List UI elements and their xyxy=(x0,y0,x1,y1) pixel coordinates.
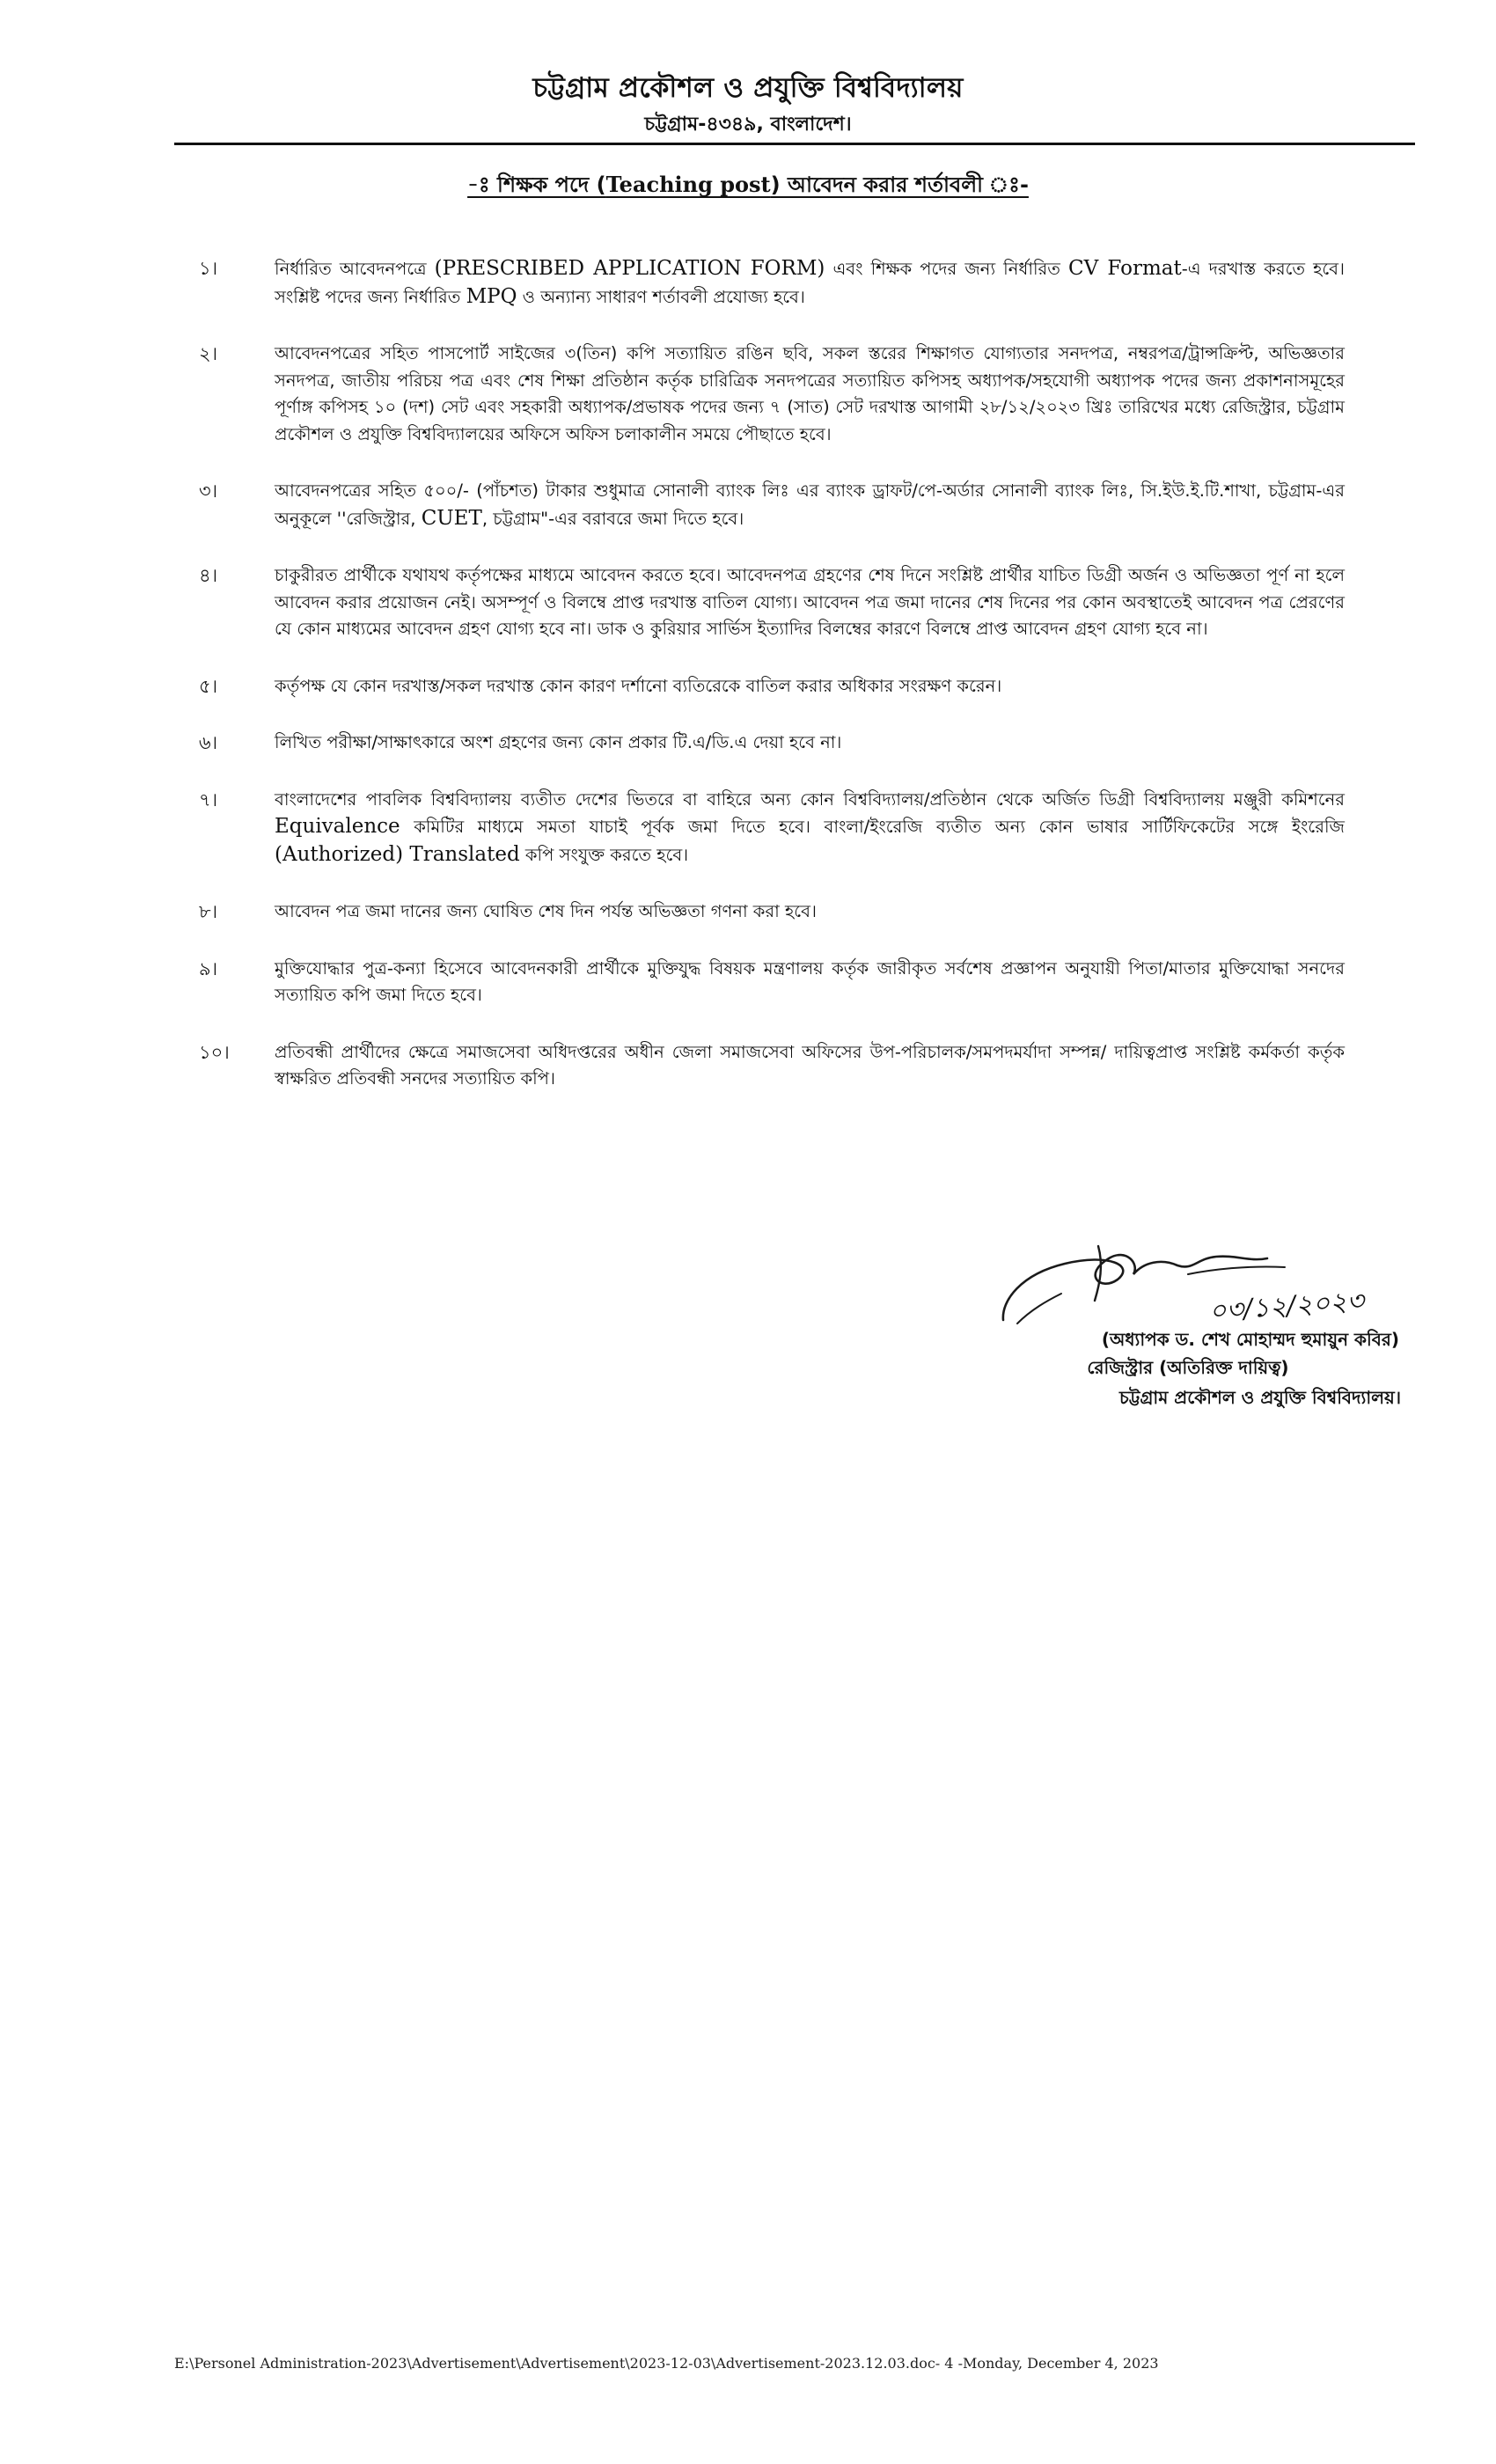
condition-item-8 xyxy=(0,898,1496,926)
condition-number: ৭। xyxy=(199,788,218,810)
condition-text: নির্ধারিত আবেদনপত্রে (PRESCRIBED APPLICATION FORM) এবং শিক্ষক পদের জন্য নির্ধারিত CV Format-এ দরখাস্ত করতে হবে। সংশ্লিষ্ট পদের জন্য নির্ধারিত MPQ ও অন্যান্য সাধারণ শর্তাবলী প্রযোজ্য হবে। xyxy=(275,257,1346,308)
heading-suffix: ) আবেদন করার শর্তাবলী ঃ- xyxy=(770,172,1029,197)
condition-text: মুক্তিযোদ্ধার পুত্র-কন্যা হিসেবে আবেদনকারী প্রার্থীকে মুক্তিযুদ্ধ বিষয়ক মন্ত্রণালয় কর্তৃক জারীকৃত সর্বশেষ প্রজ্ঞাপন অনুযায়ী পিতা/মাতার মুক্তিযোদ্ধা সনদের সত্যায়িত কপি জমা দিতে হবে। xyxy=(275,957,1345,1005)
condition-item-5 xyxy=(0,673,1496,700)
condition-text: আবেদনপত্রের সহিত পাসপোর্ট সাইজের ৩(তিন) কপি সত্যায়িত রঙিন ছবি, সকল স্তরের শিক্ষাগত যোগ্যতার সনদপত্র, নম্বরপত্র/ট্রান্সক্রিপ্ট, অভিজ্ঞতার সনদপত্র, জাতীয় পরিচয় পত্র এবং শেষ শিক্ষা প্রতিষ্ঠান কর্তৃক চারিত্রিক সনদপত্রের সত্যায়িত কপিসহ অধ্যাপক/সহযোগী অধ্যাপক পদের জন্য প্রকাশনাসমূহের পূর্ণাঙ্গ কপিসহ ১০ (দশ) সেট এবং সহকারী অধ্যাপক/প্রভাষক পদের জন্য ৭ (সাত) সেট দরখাস্ত আগামী ২৮/১২/২০২৩ খ্রিঃ তারিখের মধ্যে রেজিস্ট্রার, চট্টগ্রাম প্রকৌশল ও প্রযুক্তি বিশ্ববিদ্যালয়ের অফিসে অফিস চলাকালীন সময়ে পৌছাতে হবে। xyxy=(275,343,1345,444)
signatory-title: রেজিস্ট্রার (অতিরিক্ত দায়িত্ব) xyxy=(1087,1357,1289,1378)
signatory-name: (অধ্যাপক ড. শেখ মোহাম্মদ হুমায়ুন কবির) xyxy=(1101,1329,1399,1350)
header-divider xyxy=(174,143,1415,145)
heading-english: Teaching post xyxy=(605,172,771,197)
university-name: চট্টগ্রাম প্রকৌশল ও প্রযুক্তি বিশ্ববিদ্যালয় xyxy=(532,72,964,104)
condition-number: ২। xyxy=(199,343,218,364)
condition-text: চাকুরীরত প্রার্থীকে যথাযথ কর্তৃপক্ষের মাধ্যমে আবেদন করতে হবে। আবেদনপত্র গ্রহণের শেষ দিনে সংশ্লিষ্ট প্রার্থীর যাচিত ডিগ্রী অর্জন ও অভিজ্ঞতা পূর্ণ না হলে আবেদন করার প্রয়োজন নেই। অসম্পূর্ণ ও বিলম্বে প্রাপ্ত দরখাস্ত বাতিল যোগ্য। আবেদন পত্র জমা দানের শেষ দিনের পর কোন অবস্থাতেই আবেদন পত্র প্রেরণের যে কোন মাধ্যমের আবেদন গ্রহণ যোগ্য হবে না। ডাক ও কুরিয়ার সার্ভিস ইত্যাদির বিলম্বের কারণে বিলম্বে প্রাপ্ত আবেদন গ্রহণ যোগ্য হবে না। xyxy=(275,565,1345,639)
signatory-organization: চট্টগ্রাম প্রকৌশল ও প্রযুক্তি বিশ্ববিদ্যালয়। xyxy=(1119,1387,1401,1408)
condition-item-3 xyxy=(0,478,1496,532)
condition-text: আবেদনপত্রের সহিত ৫০০/- (পাঁচশত) টাকার শুধুমাত্র সোনালী ব্যাংক লিঃ এর ব্যাংক ড্রাফট/পে-অর্ডার সোনালী ব্যাংক লিঃ, সি.ইউ.ই.টি.শাখা, চট্টগ্রাম-এর অনুকূলে ''রেজিস্ট্রার, CUET, চট্টগ্রাম"-এর বরাবরে জমা দিতে হবে। xyxy=(275,480,1345,530)
university-address: চট্টগ্রাম-৪৩৪৯, বাংলাদেশ। xyxy=(644,114,852,136)
condition-text: প্রতিবন্ধী প্রার্থীদের ক্ষেত্রে সমাজসেবা অধিদপ্তরের অধীন জেলা সমাজসেবা অফিসের উপ-পরিচালক/সমপদমর্যাদা সম্পন্ন/ দায়িত্বপ্রাপ্ত সংশ্লিষ্ট কর্মকর্তা কর্তৃক স্বাক্ষরিত প্রতিবন্ধী সনদের সত্যায়িত কপি। xyxy=(275,1041,1345,1089)
heading-prefix: -ঃ শিক্ষক পদে ( xyxy=(467,172,606,197)
condition-item-2 xyxy=(0,341,1496,448)
conditions-list xyxy=(0,255,1496,1123)
signature-date: ০৩/১২/২০২৩ xyxy=(1207,1285,1366,1328)
condition-number: ১০। xyxy=(199,1041,230,1063)
condition-item-7 xyxy=(0,787,1496,869)
condition-number: ৫। xyxy=(199,675,218,697)
condition-number: ৬। xyxy=(199,732,218,753)
condition-item-4 xyxy=(0,562,1496,643)
condition-item-1 xyxy=(0,255,1496,311)
signature-block xyxy=(986,1239,1399,1406)
condition-number: ৮। xyxy=(199,901,218,922)
condition-text: লিখিত পরীক্ষা/সাক্ষাৎকারে অংশ গ্রহণের জন্য কোন প্রকার টি.এ/ডি.এ দেয়া হবে না। xyxy=(275,732,842,752)
condition-number: ৩। xyxy=(199,480,218,502)
document-file-path: E:\Personel Administration-2023\Advertisement\Advertisement\2023-12-03\Advertisement-2023.12.03.doc- 4 -Monday, December 4, 2023 xyxy=(174,2355,1159,2372)
condition-text: বাংলাদেশের পাবলিক বিশ্ববিদ্যালয় ব্যতীত দেশের ভিতরে বা বাহিরে অন্য কোন বিশ্ববিদ্যালয়/প্রতিষ্ঠান থেকে অর্জিত ডিগ্রী বিশ্ববিদ্যালয় মঞ্জুরী কমিশনের Equivalence কমিটির মাধ্যমে সমতা যাচাই পূর্বক জমা দিতে হবে। বাংলা/ইংরেজি ব্যতীত অন্য কোন ভাষার সার্টিফিকেটের সঙ্গে ইংরেজি (Authorized) Translated কপি সংযুক্ত করতে হবে। xyxy=(275,788,1345,866)
condition-item-9 xyxy=(0,956,1496,1009)
conditions-heading xyxy=(0,169,1496,204)
condition-text: কর্তৃপক্ষ যে কোন দরখাস্ত/সকল দরখাস্ত কোন কারণ দর্শানো ব্যতিরেকে বাতিল করার অধিকার সংরক্ষণ করেন। xyxy=(275,675,1002,696)
condition-item-6 xyxy=(0,730,1496,757)
condition-number: ৯। xyxy=(199,957,218,979)
condition-number: ১। xyxy=(199,258,218,279)
condition-number: ৪। xyxy=(199,565,218,586)
condition-text: আবেদন পত্র জমা দানের জন্য ঘোষিত শেষ দিন পর্যন্ত অভিজ্ঞতা গণনা করা হবে। xyxy=(275,901,817,921)
condition-item-10 xyxy=(0,1039,1496,1093)
